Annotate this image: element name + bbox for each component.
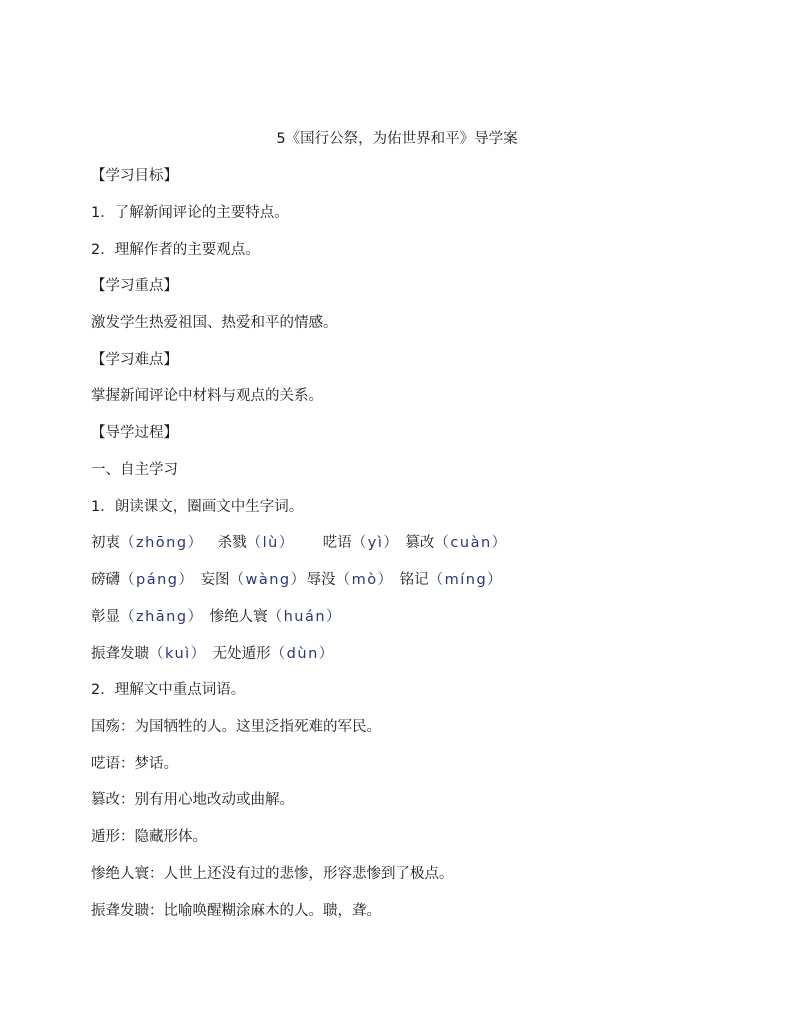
vocab-pinyin: （wàng） [229, 572, 307, 588]
vocab-word: 篡改 [405, 535, 435, 551]
process-heading: 【导学过程】 [91, 425, 178, 441]
definition-term: 篡改： [91, 792, 135, 808]
definition-term: 呓语： [91, 756, 135, 772]
vocab-word: 铭记 [399, 572, 429, 588]
document-title: 5《国行公祭，为佑世界和平》导学案 [276, 131, 518, 147]
key-points-heading: 【学习重点】 [91, 278, 178, 294]
goals-heading: 【学习目标】 [91, 168, 178, 184]
definition-term: 国殇： [91, 719, 135, 735]
vocab-pinyin: （páng） [120, 572, 195, 588]
vocab-row [91, 644, 335, 664]
task-1: 1．朗读课文，圈画文中生字词。 [91, 499, 304, 515]
definition-text: 为国牺牲的人。这里泛指死难的军民。 [134, 719, 381, 735]
difficulties-heading: 【学习难点】 [91, 352, 178, 368]
definition-text: 比喻唤醒糊涂麻木的人。聩，聋。 [163, 903, 381, 919]
vocab-word: 磅礴 [91, 572, 120, 588]
section-heading: 一、自主学习 [91, 462, 178, 478]
vocab-pinyin: （yì） [351, 535, 400, 551]
goal-item-2: 2．理解作者的主要观点。 [91, 242, 260, 258]
vocab-word: 呓语 [322, 535, 352, 551]
definition-item [91, 717, 381, 737]
definition-item [91, 864, 454, 884]
task-2: 2．理解文中重点词语。 [91, 682, 246, 698]
vocab-row [91, 570, 503, 590]
vocab-row [91, 533, 508, 553]
vocab-pinyin: （lù） [246, 535, 295, 551]
definition-term: 遁形： [91, 829, 135, 845]
definition-text: 别有用心地改动或曲解。 [134, 792, 294, 808]
definition-text: 隐藏形体。 [134, 829, 207, 845]
definition-text: 人世上还没有过的悲惨，形容悲惨到了极点。 [163, 866, 454, 882]
vocab-pinyin: （zhāng） [120, 609, 204, 625]
vocab-word: 无处遁形 [212, 646, 271, 662]
vocab-pinyin: （huán） [267, 609, 343, 625]
key-points-text: 激发学生热爱祖国、热爱和平的情感。 [91, 315, 338, 331]
vocab-pinyin: （zhōng） [120, 535, 204, 551]
vocab-word: 惨绝人寰 [209, 609, 268, 625]
vocab-word: 彰显 [91, 609, 120, 625]
vocab-row [91, 607, 342, 627]
definition-term: 惨绝人寰： [91, 866, 164, 882]
vocab-pinyin: （cuàn） [434, 535, 508, 551]
definition-item [91, 754, 178, 774]
definition-text: 梦话。 [134, 756, 178, 772]
vocab-word: 杀戮 [217, 535, 247, 551]
vocab-pinyin: （kuì） [149, 646, 207, 662]
definition-term: 振聋发聩： [91, 903, 164, 919]
vocab-pinyin: （mò） [335, 572, 394, 588]
difficulties-text: 掌握新闻评论中材料与观点的关系。 [91, 388, 323, 404]
vocab-word: 妄图 [200, 572, 230, 588]
definition-item [91, 827, 207, 847]
vocab-word: 振聋发聩 [91, 646, 149, 662]
definition-item [91, 790, 294, 810]
vocab-word: 初衷 [91, 535, 120, 551]
definition-item [91, 901, 381, 921]
goal-item-1: 1．了解新闻评论的主要特点。 [91, 205, 289, 221]
vocab-pinyin: （míng） [428, 572, 504, 588]
vocab-word: 辱没 [306, 572, 336, 588]
vocab-pinyin: （dùn） [270, 646, 335, 662]
